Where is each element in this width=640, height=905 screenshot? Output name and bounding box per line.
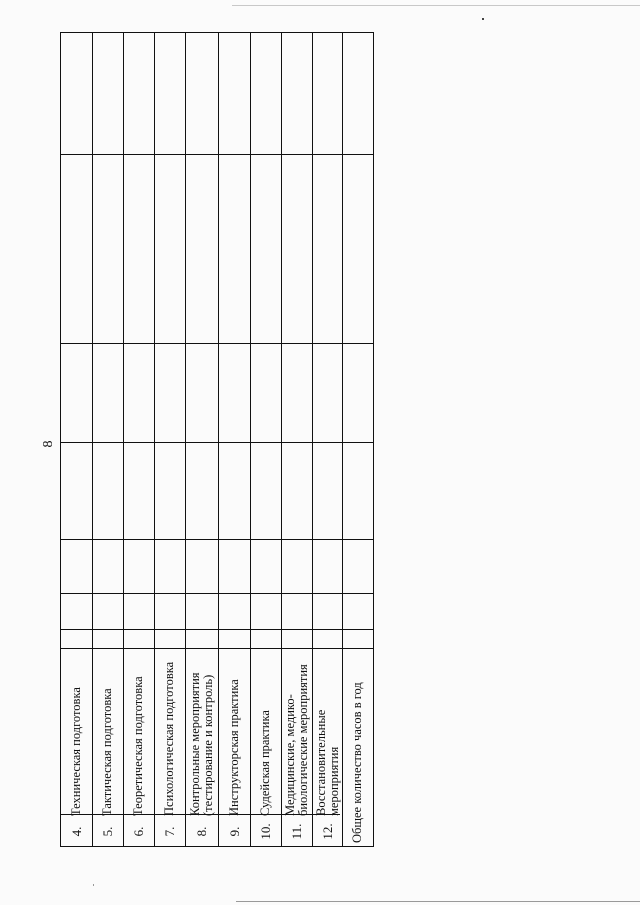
row-label-line: Медицинские, медико-	[282, 694, 297, 816]
row-number: 8.	[193, 826, 209, 837]
row-label	[154, 639, 185, 820]
row-label-line: Контрольные мероприятия	[187, 672, 202, 816]
row-label-line: Судейская практика	[258, 710, 272, 816]
row-label-line: (тестирование и контроль)	[200, 674, 215, 816]
table-column-divider	[61, 539, 373, 540]
row-number: 4.	[68, 826, 84, 837]
row-label-line: Инструкторская практика	[227, 679, 241, 816]
total-hours-label	[342, 632, 373, 857]
row-number: 6.	[130, 826, 146, 837]
table-column-divider	[61, 629, 373, 630]
row-label	[186, 639, 217, 820]
scan-line-top	[232, 5, 640, 6]
page-number: 8	[41, 440, 56, 448]
row-label-line: мероприятия	[326, 746, 341, 816]
total-hours-text: Общее количество часов в год	[350, 682, 364, 843]
scan-speck	[93, 884, 94, 886]
row-label-line: биологические мероприятия	[295, 664, 310, 816]
table-column-divider	[61, 442, 373, 443]
row-label-line: Техническая подготовка	[69, 687, 83, 816]
table-column-divider	[61, 593, 373, 594]
row-number: 5.	[99, 826, 115, 837]
row-number: 12.	[319, 823, 335, 840]
row-label	[250, 639, 281, 820]
row-label-line: Восстановительные	[313, 709, 328, 816]
row-number: 7.	[161, 826, 177, 837]
table-column-divider	[61, 343, 373, 344]
row-label-line: Тактическая подготовка	[100, 688, 114, 816]
row-number: 9.	[226, 826, 242, 837]
row-label	[219, 639, 250, 820]
row-label	[61, 639, 92, 820]
row-number: 10.	[257, 823, 273, 840]
scan-line-bottom	[236, 901, 640, 902]
table-column-divider	[61, 154, 373, 155]
row-label	[312, 639, 343, 820]
rotated-plan-table	[60, 32, 374, 847]
row-label-line: Психологическая подготовка	[162, 661, 176, 816]
row-number: 11.	[288, 823, 304, 840]
row-label	[92, 639, 123, 820]
scan-speck	[482, 18, 484, 20]
row-label	[281, 639, 312, 820]
row-label	[123, 639, 154, 820]
row-label-line: Теоретическая подготовка	[131, 676, 145, 816]
